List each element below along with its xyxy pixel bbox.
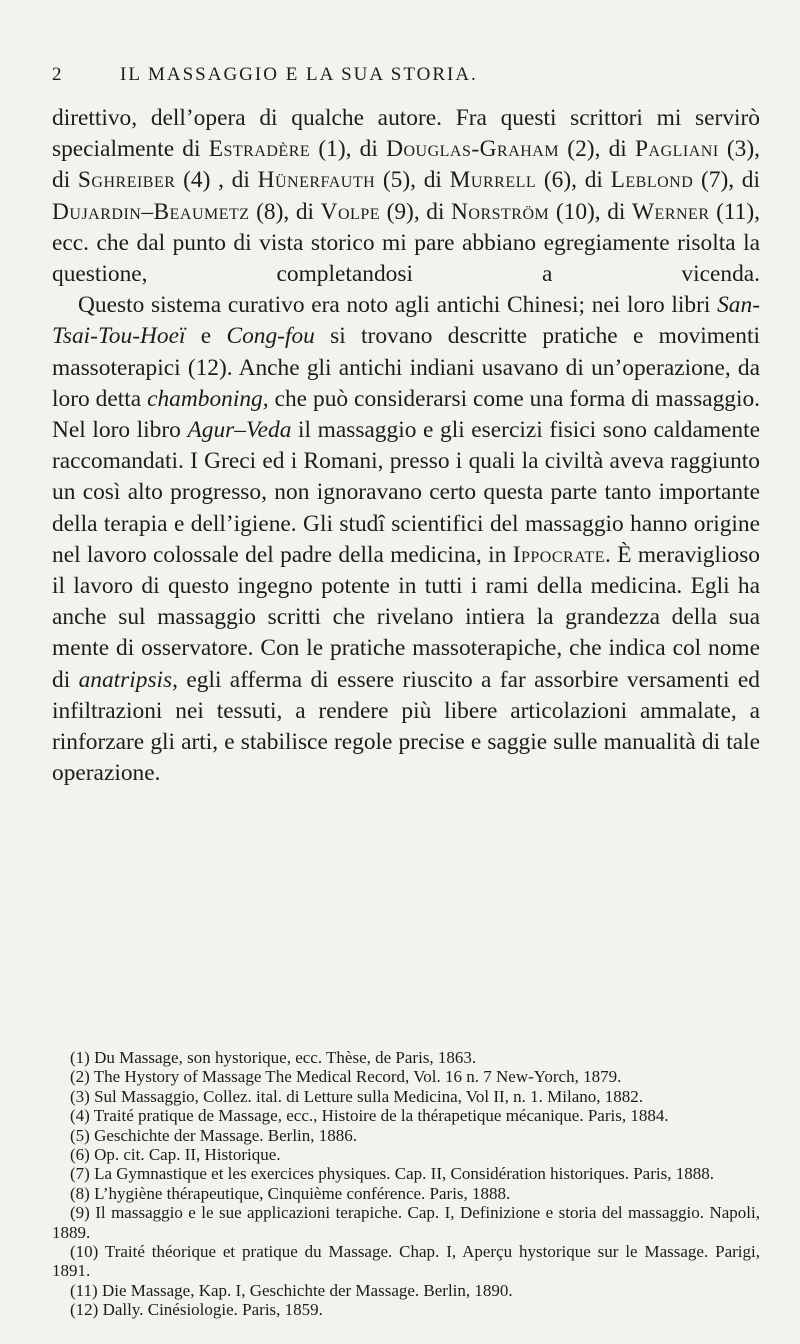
- running-header: [52, 64, 752, 86]
- book-title: Cong-fou: [226, 323, 315, 350]
- footnote: (4) Traité pratique de Massage, ecc., Histoire de la thérapetique mécanique. Paris, 1884.: [70, 1106, 669, 1126]
- text-run: e: [185, 323, 227, 350]
- text-run: (1), di: [310, 136, 387, 163]
- paragraph: [52, 290, 760, 789]
- text-run: che può considerarsi come una forma di massaggio. Nel loro libro: [52, 385, 760, 444]
- text-run: egli afferma di essere riuscito a far assorbire versamenti ed infiltrazioni nei tessuti, a rendere più libere articolazioni ammalate, a rinforzare gli arti, e stabilisce regole precise e saggie sulle manualità di tale operazione.: [52, 666, 760, 787]
- footnote: (8) L’hygiène thérapeutique, Cinquième conférence. Paris, 1888.: [70, 1183, 511, 1203]
- author-name: Murrell: [449, 167, 537, 194]
- paragraph: [52, 103, 760, 290]
- text-run: (4) , di: [175, 167, 258, 194]
- author-name: Dujardin–Beaumetz: [52, 198, 250, 225]
- term: anatripsis,: [78, 666, 178, 693]
- book-title: San-Tsai-Tou-Hoeï: [52, 292, 760, 350]
- author-name: Volpe: [320, 198, 380, 225]
- text-run: (8), di: [249, 198, 321, 225]
- text-run: (7), di: [693, 167, 760, 194]
- footnote: (2) The Hystory of Massage The Medical Record, Vol. 16 n. 7 New-Yorch, 1879.: [70, 1067, 622, 1087]
- footnote: (6) Op. cit. Cap. II, Historique.: [70, 1145, 281, 1165]
- footnote: (11) Die Massage, Kap. I, Geschichte der Massage. Berlin, 1890.: [70, 1280, 513, 1300]
- text-run: Questo sistema curativo era noto agli antichi Chinesi; nei loro libri: [78, 292, 718, 319]
- text-run: il massaggio e gli esercizi fisici sono caldamente raccomandati. I Greci ed i Romani, presso i quali la civiltà aveva raggiunto un così alto progresso, non ignoravano certo questa parte tanto importante della terapia e dell’igiene. Gli studî scientifici del massaggio hanno origine nel lavoro colossale del padre della medicina, in: [52, 417, 761, 568]
- footnote: (7) La Gymnastique et les exercices physiques. Cap. II, Considération historiques. Paris, 1888.: [70, 1164, 714, 1184]
- footnote: (10) Traité théorique et pratique du Massage. Chap. I, Aperçu hystorique sur le Massage. Parigi, 1891.: [52, 1242, 760, 1281]
- author-name: Werner: [631, 198, 710, 225]
- footnote: (12) Dally. Cinésiologie. Paris, 1859.: [70, 1300, 323, 1320]
- page-number: 2: [52, 64, 64, 85]
- author-name: Ippocrate: [512, 541, 606, 568]
- author-name: Norström: [451, 198, 550, 225]
- text-run: (10), di: [549, 198, 632, 225]
- author-name: Hünerfauth: [257, 167, 376, 194]
- footnote: (9) Il massaggio e le sue applicazioni terapiche. Cap. I, Definizione e storia del massaggio. Napoli, 1889.: [52, 1203, 760, 1242]
- book-title: Agur–Veda: [187, 417, 292, 444]
- text-run: (2), di: [559, 136, 635, 163]
- author-name: Pagliani: [635, 136, 719, 163]
- text-run: (5), di: [375, 167, 450, 194]
- author-name: Sghreiber: [77, 167, 176, 194]
- author-name: Leblond: [610, 167, 694, 194]
- footnotes: [52, 1048, 760, 1320]
- text-run: (9), di: [380, 198, 452, 225]
- text-run: si trovano descritte pratiche e movimenti massoterapici (12). Anche gli antichi indiani usavano di un’operazione, da loro detta: [52, 323, 760, 412]
- text-run: (6), di: [536, 167, 611, 194]
- footnote: (3) Sul Massaggio, Collez. ital. di Letture sulla Medicina, Vol II, n. 1. Milano, 1882.: [70, 1086, 644, 1106]
- text-run: direttivo, dell’opera di qualche autore. Fra questi scrittori mi servirò specialmente di: [52, 105, 760, 163]
- footnote: (5) Geschichte der Massage. Berlin, 1886.: [70, 1125, 358, 1145]
- text-run: (3), di: [52, 136, 760, 194]
- term: chamboning,: [147, 385, 269, 412]
- main-text: [52, 103, 760, 789]
- running-title: IL MASSAGGIO E LA SUA STORIA.: [120, 64, 478, 85]
- author-name: Douglas-Graham: [386, 136, 560, 163]
- text-run: (11), ecc. che dal punto di vista storico mi pare abbiano egregiamente risolta la questione, completandosi a vicenda.: [52, 198, 761, 288]
- footnote: (1) Du Massage, son hystorique, ecc. Thèse, de Paris, 1863.: [70, 1048, 477, 1067]
- author-name: Estradère: [208, 136, 311, 163]
- text-run: . È meraviglioso il lavoro di questo ingegno potente in tutti i rami della medicina. Egli ha anche sul massaggio scritti che rivelano intiera la grandezza della sua mente di osservatore. Con le pratiche massoterapiche, che indica col nome di: [52, 541, 760, 693]
